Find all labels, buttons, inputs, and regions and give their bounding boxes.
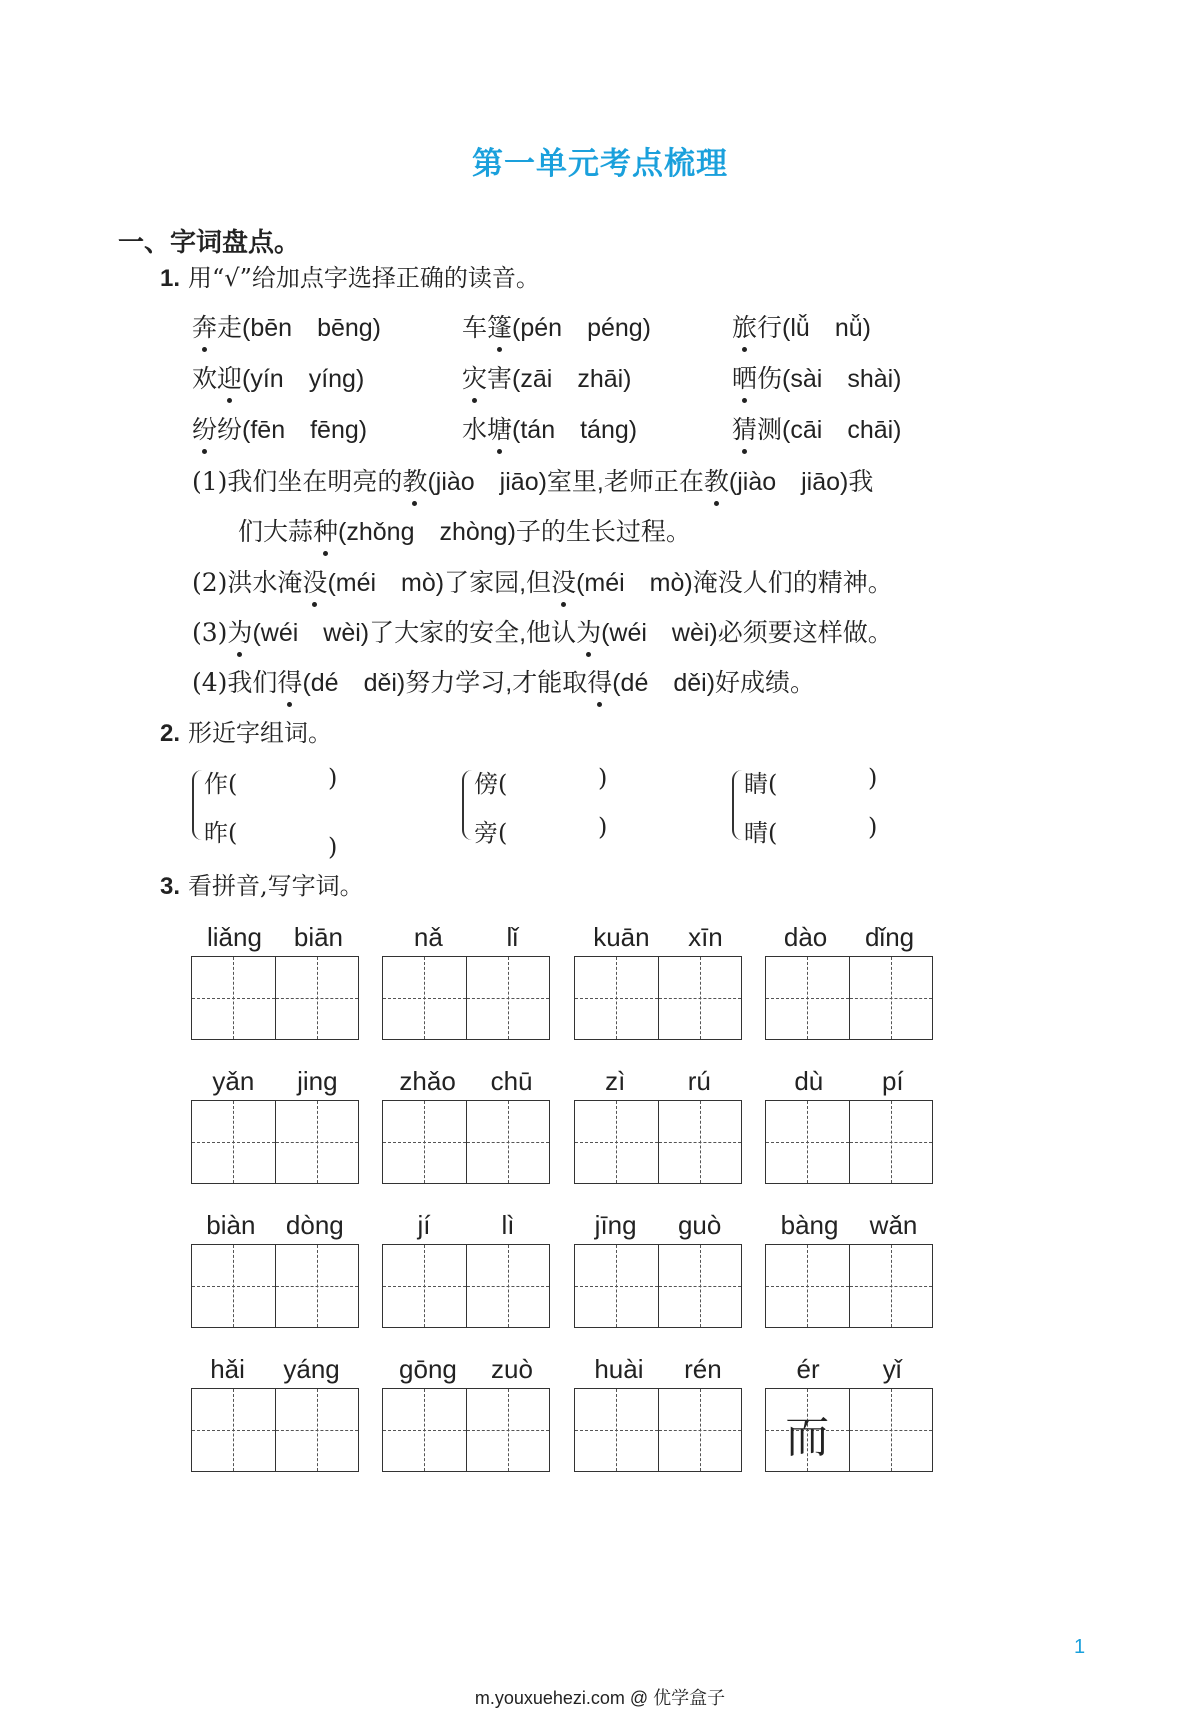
tianzige-cell[interactable]: [466, 1389, 550, 1471]
dotted-char: 为: [227, 613, 252, 649]
pinyin-prompt: [765, 1066, 933, 1097]
tianzige-cell[interactable]: [575, 957, 658, 1039]
writing-grid[interactable]: [191, 1244, 359, 1328]
pinyin-syllable: jīng: [594, 1210, 637, 1240]
dotted-char: 得: [277, 663, 302, 699]
pinyin-syllable: biān: [293, 922, 344, 952]
pinyin-syllable: nǎ: [413, 922, 443, 952]
brace-icon: [732, 770, 744, 840]
tianzige-cell[interactable]: [383, 957, 466, 1039]
pinyin-options: (zāi zhāi): [512, 365, 632, 393]
tianzige-cell[interactable]: [575, 1389, 658, 1471]
example-char: 而: [785, 1412, 830, 1463]
sentence-1: (1)我们坐在明亮的教(jiào jiāo)室里,老师正在教(jiào jiāo)我: [192, 462, 873, 498]
pinyin-prompt: [574, 1066, 742, 1097]
pinyin-prompt: [765, 1354, 933, 1385]
footer-watermark: m.youxuehezi.com @ 优学盒子: [474, 1688, 726, 1708]
answer-blank-close[interactable]: ): [328, 833, 338, 861]
tianzige-cell[interactable]: [766, 1101, 849, 1183]
pinyin-syllable: zhǎo: [399, 1066, 456, 1096]
pinyin-syllable: yǎn: [212, 1066, 255, 1096]
writing-grid[interactable]: [574, 956, 742, 1040]
tianzige-cell[interactable]: [192, 957, 275, 1039]
writing-grid[interactable]: [191, 1388, 359, 1472]
writing-grid[interactable]: [382, 1244, 550, 1328]
tianzige-cell[interactable]: [849, 1101, 933, 1183]
pinyin-prompt: [191, 922, 359, 953]
pinyin-syllable: dù: [794, 1066, 824, 1096]
pinyin-syllable: jí: [417, 1210, 431, 1240]
answer-blank-close[interactable]: ): [868, 764, 878, 792]
pinyin-syllable: huài: [594, 1354, 644, 1384]
pinyin-syllable: zuò: [491, 1354, 533, 1384]
answer-blank-close[interactable]: ): [598, 764, 608, 792]
pinyin-syllable: xīn: [688, 922, 723, 952]
writing-grid[interactable]: [382, 1388, 550, 1472]
pinyin-syllable: dào: [783, 922, 828, 952]
dotted-char: 为: [576, 613, 601, 649]
pinyin-syllable: liǎng: [206, 922, 262, 952]
similar-char-bot: 昨(: [204, 819, 238, 847]
pronunciation-item: 猜测(cāi chāi): [732, 410, 902, 446]
writing-grid[interactable]: [765, 1388, 933, 1472]
tianzige-cell[interactable]: [766, 1389, 849, 1471]
pinyin-prompt: [765, 922, 933, 953]
tianzige-cell[interactable]: [658, 1101, 742, 1183]
question-1-heading: [160, 258, 540, 293]
pinyin-syllable: rén: [684, 1354, 722, 1384]
pinyin-syllable: dǐng: [864, 922, 915, 952]
pronunciation-item: 欢迎(yín yíng): [192, 359, 364, 395]
pinyin-syllable: hǎi: [210, 1354, 245, 1384]
tianzige-cell[interactable]: [383, 1389, 466, 1471]
tianzige-cell[interactable]: [383, 1245, 466, 1327]
dotted-char: 猜: [732, 410, 757, 446]
dotted-char: 迎: [217, 359, 242, 395]
writing-grid[interactable]: [574, 1388, 742, 1472]
sentence-3: (3)为(wéi wèi)了大家的安全,他认为(wéi wèi)必须要这样做。: [192, 613, 893, 649]
pinyin-syllable: ér: [796, 1354, 820, 1384]
tianzige-cell[interactable]: [766, 1245, 849, 1327]
similar-char-bot: 晴(: [744, 819, 778, 847]
pronunciation-item: 车篷(pén péng): [462, 308, 651, 344]
question-number: 2.: [160, 720, 181, 747]
pinyin-options: (fēn fēng): [242, 416, 368, 444]
pinyin-syllable: yáng: [283, 1354, 340, 1384]
question-number: 1.: [160, 265, 181, 292]
tianzige-cell[interactable]: [466, 1245, 550, 1327]
pinyin-syllable: wǎn: [869, 1210, 918, 1240]
pinyin-syllable: biàn: [206, 1210, 256, 1240]
writing-grid[interactable]: [191, 956, 359, 1040]
tianzige-cell[interactable]: [658, 957, 742, 1039]
pinyin-prompt: [191, 1354, 359, 1385]
pinyin-options: (sài shài): [782, 365, 902, 393]
dotted-char: 奔: [192, 308, 217, 344]
writing-grid[interactable]: [574, 1244, 742, 1328]
writing-grid[interactable]: [382, 956, 550, 1040]
pinyin-options: (yín yíng): [242, 365, 365, 393]
tianzige-cell[interactable]: [575, 1245, 658, 1327]
page-number: 1: [1074, 1636, 1086, 1658]
dotted-char: 没: [302, 563, 327, 599]
pinyin-prompt: [765, 1210, 933, 1241]
similar-char-top: 睛(: [744, 770, 778, 798]
pinyin-prompt: [191, 1066, 359, 1097]
writing-grid[interactable]: [382, 1100, 550, 1184]
dotted-char: 纷: [192, 410, 217, 446]
pinyin-options: (lǚ nǚ): [782, 314, 871, 342]
tianzige-cell[interactable]: [192, 1245, 275, 1327]
pinyin-options: (pén péng): [512, 314, 652, 342]
tianzige-cell[interactable]: [275, 957, 359, 1039]
pronunciation-item: 旅行(lǚ nǚ): [732, 308, 871, 344]
answer-blank-close[interactable]: ): [598, 813, 608, 841]
pronunciation-item: 灾害(zāi zhāi): [462, 359, 632, 395]
tianzige-cell[interactable]: [766, 957, 849, 1039]
pinyin-prompt: [191, 1210, 359, 1241]
sentence-1-cont: 们大蒜种(zhǒng zhòng)子的生长过程。: [238, 512, 691, 548]
pinyin-syllable: rú: [687, 1066, 711, 1096]
question-number: 3.: [160, 873, 181, 900]
question-2-heading: [160, 713, 332, 748]
pinyin-syllable: kuān: [593, 922, 650, 952]
pinyin-prompt: [574, 1210, 742, 1241]
pinyin-syllable: jing: [297, 1066, 338, 1096]
writing-grid[interactable]: [765, 956, 933, 1040]
question-3-heading: [160, 866, 364, 901]
pronunciation-item: 水塘(tán táng): [462, 410, 637, 446]
pinyin-syllable: gōng: [399, 1354, 457, 1384]
question-text: 看拼音,写字词。: [188, 872, 364, 900]
pinyin-prompt: [382, 1210, 550, 1241]
similar-char-top: 傍(: [474, 770, 508, 798]
pinyin-syllable: lì: [501, 1210, 515, 1240]
page-title: 第一单元考点梳理: [472, 146, 728, 182]
tianzige-cell[interactable]: [849, 957, 933, 1039]
writing-grid[interactable]: [765, 1244, 933, 1328]
pinyin-syllable: bàng: [780, 1210, 839, 1240]
writing-grid[interactable]: [191, 1100, 359, 1184]
pinyin-prompt: [382, 1354, 550, 1385]
dotted-char: 篷: [487, 308, 512, 344]
pinyin-options: (cāi chāi): [782, 416, 902, 444]
similar-char-top: 作(: [204, 770, 238, 798]
tianzige-cell[interactable]: [658, 1245, 742, 1327]
dotted-char: 得: [587, 663, 612, 699]
answer-blank-close[interactable]: ): [868, 813, 878, 841]
pinyin-syllable: pí: [881, 1066, 904, 1096]
writing-grid[interactable]: [574, 1100, 742, 1184]
tianzige-cell[interactable]: [849, 1245, 933, 1327]
dotted-char: 种: [313, 512, 338, 548]
writing-grid[interactable]: [765, 1100, 933, 1184]
pinyin-syllable: yǐ: [882, 1354, 902, 1384]
tianzige-cell[interactable]: [383, 1101, 466, 1183]
pinyin-prompt: [382, 922, 550, 953]
pinyin-syllable: guò: [677, 1210, 722, 1240]
pinyin-syllable: dòng: [285, 1210, 344, 1240]
similar-char-bot: 旁(: [474, 819, 508, 847]
question-text: 用“√”给加点字选择正确的读音。: [188, 264, 540, 292]
pinyin-syllable: zì: [605, 1066, 626, 1096]
tianzige-cell[interactable]: [192, 1101, 275, 1183]
pinyin-prompt: [382, 1066, 550, 1097]
dotted-char: 旅: [732, 308, 757, 344]
pronunciation-item: 奔走(bēn bēng): [192, 308, 381, 344]
dotted-char: 没: [551, 563, 576, 599]
tianzige-cell[interactable]: [192, 1389, 275, 1471]
tianzige-cell[interactable]: [658, 1389, 742, 1471]
tianzige-cell[interactable]: [466, 957, 550, 1039]
pinyin-prompt: [574, 922, 742, 953]
tianzige-cell[interactable]: [275, 1245, 359, 1327]
question-text: 形近字组词。: [188, 719, 333, 747]
answer-blank-close[interactable]: ): [328, 764, 338, 792]
pinyin-syllable: lǐ: [506, 922, 519, 952]
pinyin-options: (tán táng): [512, 416, 638, 444]
dotted-char: 教: [704, 462, 729, 498]
pronunciation-item: 纷纷(fēn fēng): [192, 410, 367, 446]
tianzige-cell[interactable]: [849, 1389, 933, 1471]
pinyin-syllable: chū: [490, 1066, 533, 1096]
dotted-char: 灾: [462, 359, 487, 395]
dotted-char: 晒: [732, 359, 757, 395]
tianzige-cell[interactable]: [575, 1101, 658, 1183]
tianzige-cell[interactable]: [466, 1101, 550, 1183]
brace-icon: [462, 770, 474, 840]
pinyin-options: (bēn bēng): [242, 314, 382, 342]
dotted-char: 教: [402, 462, 427, 498]
pinyin-prompt: [574, 1354, 742, 1385]
tianzige-cell[interactable]: [275, 1389, 359, 1471]
brace-icon: [192, 770, 204, 840]
dotted-char: 塘: [487, 410, 512, 446]
tianzige-cell[interactable]: [275, 1101, 359, 1183]
sentence-2: (2)洪水淹没(méi mò)了家园,但没(méi mò)淹没人们的精神。: [192, 563, 893, 599]
sentence-4: (4)我们得(dé děi)努力学习,才能取得(dé děi)好成绩。: [192, 663, 815, 699]
section-heading: 一、字词盘点。: [118, 228, 301, 258]
pronunciation-item: 晒伤(sài shài): [732, 359, 902, 395]
